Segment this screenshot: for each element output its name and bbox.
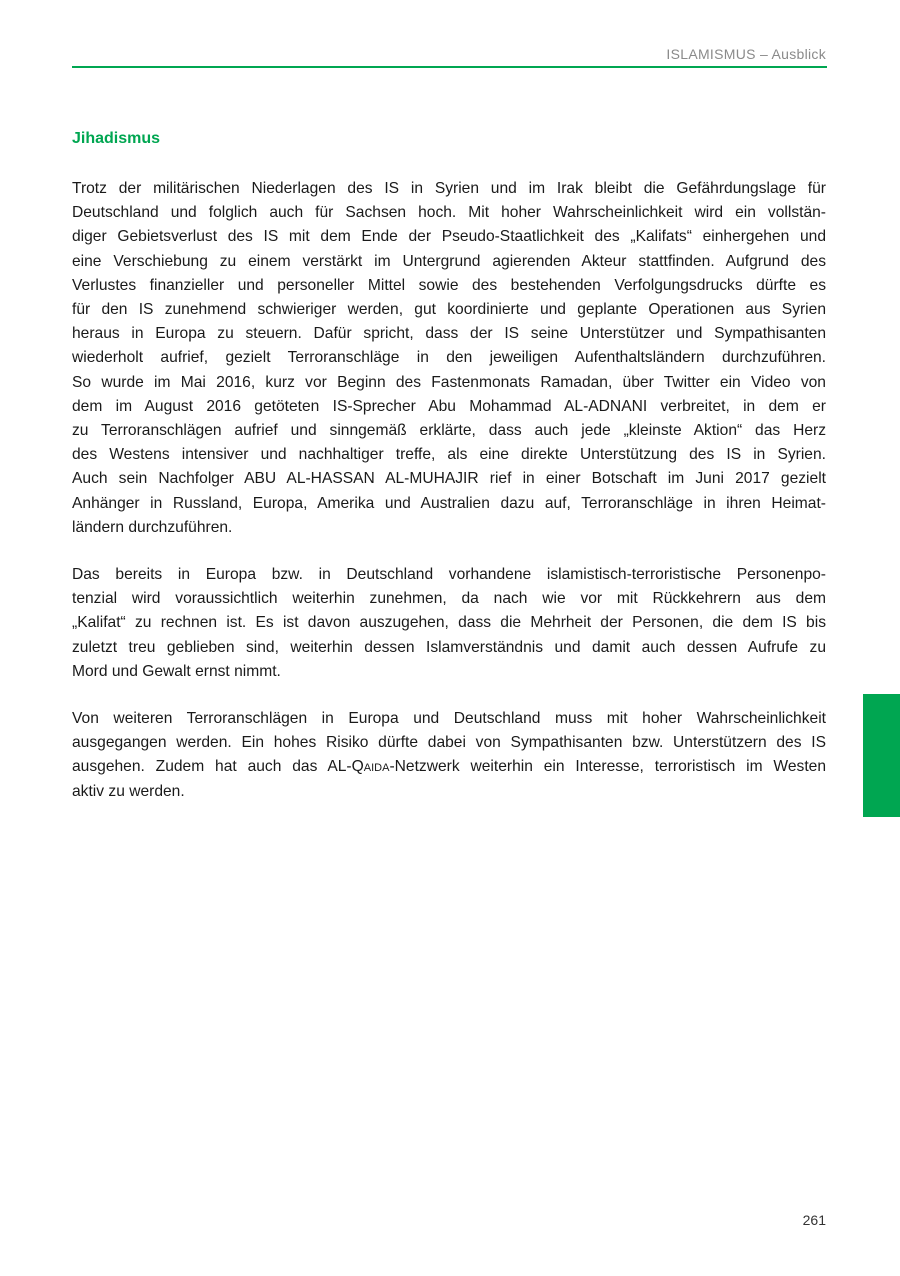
text-line: zuletzt treu geblieben sind, weiterhin dessen Islamverständnis und damit auch dessen Aufrufe zu — [72, 638, 826, 656]
text-line: Das bereits in Europa bzw. in Deutschland vorhandene islamistisch-terroristische Personenpo- — [72, 566, 826, 584]
body-paragraph — [72, 563, 826, 684]
smallcaps-name: Qaida — [351, 758, 390, 776]
page-content — [72, 127, 826, 827]
text-line: zu Terroranschlägen aufrief und sinngemäß erklärte, dass auch jede „kleinste Aktion“ das Herz — [72, 422, 826, 440]
text-line: So wurde im Mai 2016, kurz vor Beginn des Fastenmonats Ramadan, über Twitter ein Video von — [72, 373, 826, 391]
header-divider — [72, 66, 827, 68]
text-line: des Westens intensiver und nachhaltiger treffe, als eine direkte Unterstützung des IS in Syrien. — [72, 446, 826, 464]
section-heading: Jihadismus — [72, 130, 161, 147]
text-line: Trotz der militärischen Niederlagen des IS in Syrien und im Irak bleibt die Gefährdungslage für — [72, 180, 826, 197]
text-line: eine Verschiebung zu einem verstärkt im Untergrund agierenden Akteur stattfinden. Aufgrund des — [72, 252, 826, 270]
body-text — [72, 177, 826, 804]
running-header: ISLAMISMUS – Ausblick — [666, 46, 826, 62]
text-line: Deutschland und folglich auch für Sachsen hoch. Mit hoher Wahrscheinlichkeit wird ein vollstän- — [72, 204, 826, 222]
text-line: Mord und Gewalt ernst nimmt. — [72, 662, 281, 680]
text-line: wiederholt aufrief, gezielt Terroranschläge in den jeweiligen Aufenthaltsländern durchzuführen. — [72, 349, 826, 367]
text-line: Anhänger in Russland, Europa, Amerika und Australien dazu auf, Terroranschläge in ihren Heimat- — [72, 494, 826, 512]
text-line: Verlustes finanzieller und personeller Mittel sowie des bestehenden Verfolgungsdrucks dürfte es — [72, 276, 826, 294]
text-line: für den IS zunehmend schwieriger werden, gut koordinierte und geplante Operationen aus Syrien — [72, 301, 826, 319]
body-paragraph — [72, 177, 826, 540]
body-paragraph — [72, 707, 826, 804]
page-number: 261 — [802, 1212, 826, 1228]
text-line: aktiv zu werden. — [72, 782, 185, 800]
text-line: ausgegangen werden. Ein hohes Risiko dürfte dabei von Sympathisanten bzw. Unterstützern des IS — [72, 734, 826, 752]
text-line: ländern durchzuführen. — [72, 518, 233, 536]
text-line: ausgehen. Zudem hat auch das AL-Qaida-Netzwerk weiterhin ein Interesse, terroristisch im Westen — [72, 758, 827, 776]
text-line: Von weiteren Terroranschlägen in Europa und Deutschland muss mit hoher Wahrscheinlichkeit — [72, 710, 826, 728]
text-line: Auch sein Nachfolger ABU AL-HASSAN AL-MUHAJIR rief in einer Botschaft im Juni 2017 gezielt — [72, 470, 826, 488]
text-line: tenzial wird voraussichtlich weiterhin zunehmen, da nach wie vor mit Rückkehrern aus dem — [72, 590, 826, 608]
text-line: diger Gebietsverlust des IS mit dem Ende der Pseudo-Staatlichkeit des „Kalifats“ einhergehen und — [72, 228, 826, 246]
text-line: „Kalifat“ zu rechnen ist. Es ist davon auszugehen, dass die Mehrheit der Personen, die dem IS bis — [72, 614, 826, 632]
text-line: dem im August 2016 getöteten IS-Sprecher Abu Mohammad AL-ADNANI verbreitet, in dem er — [72, 397, 826, 415]
text-line: heraus in Europa zu steuern. Dafür spricht, dass der IS seine Unterstützer und Sympathisanten — [72, 325, 826, 343]
chapter-tab-marker — [863, 694, 900, 817]
